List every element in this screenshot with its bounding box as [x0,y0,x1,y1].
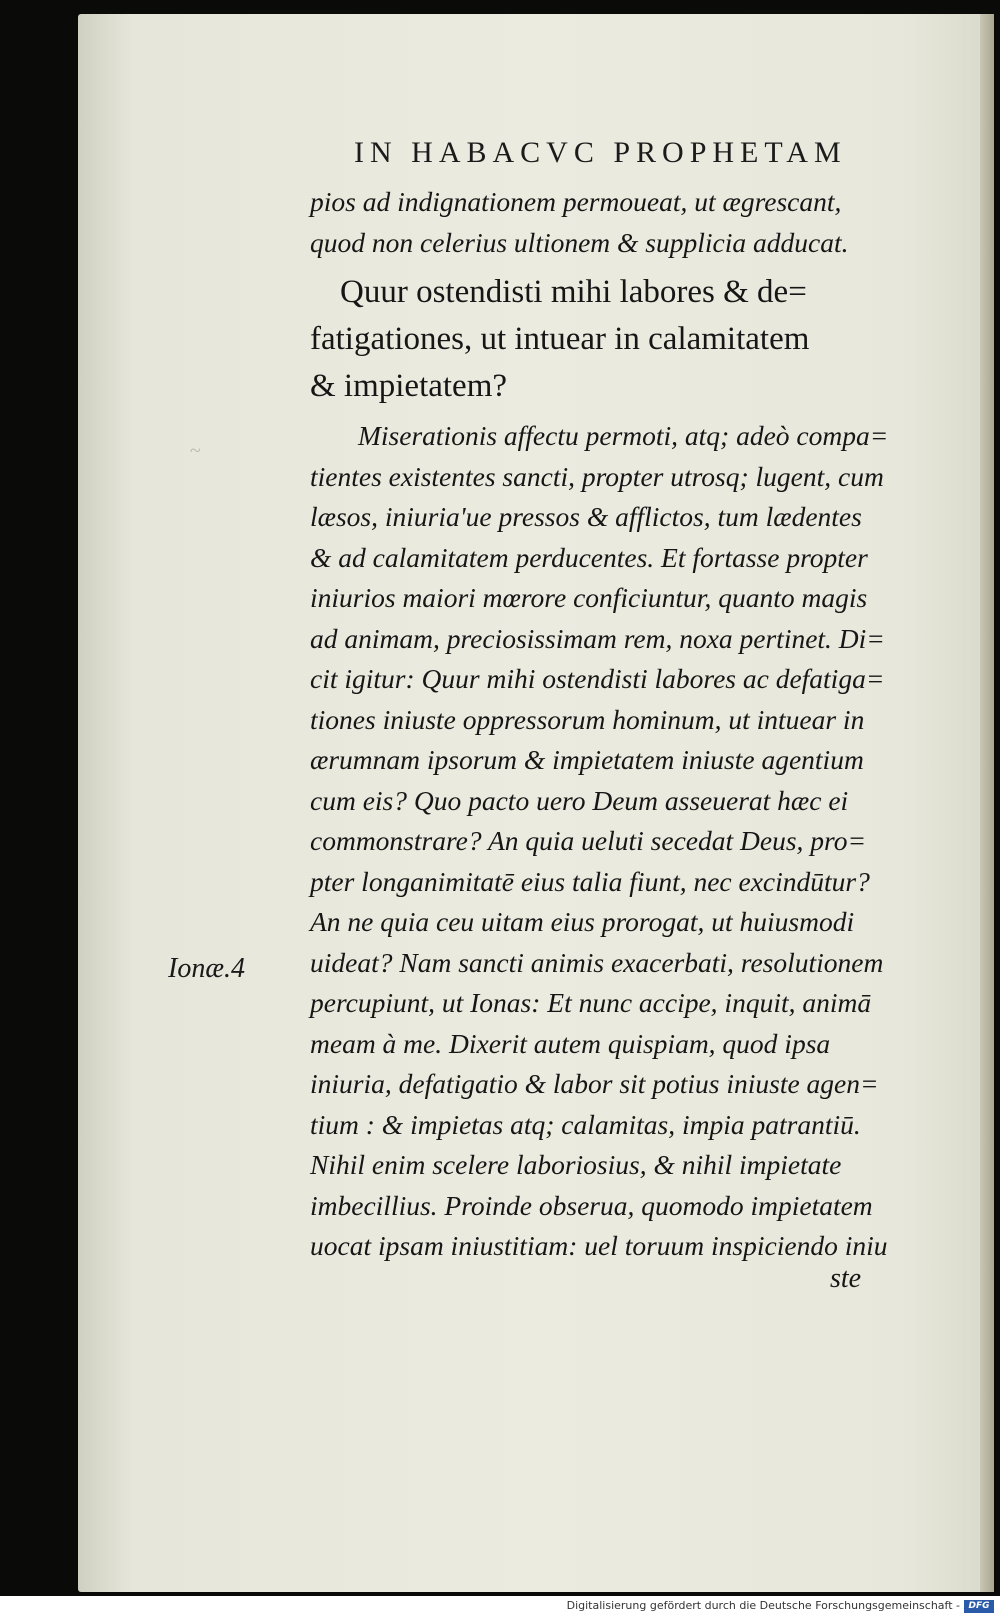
text-line: Miserationis affectu permoti, atq; adeò compa= [358,420,889,451]
catchword: ste [830,1263,862,1294]
text-line: tiones iniuste oppressorum hominum, ut intuear in [310,703,865,735]
text-line: pios ad indignationem permoueat, ut ægrescant, [310,186,842,217]
text-line: Quur ostendisti mihi labores & de= [340,274,807,310]
text-line: iniuria, defatigatio & labor sit potius iniuste agen= [310,1068,879,1099]
footer-bar [0,1596,1000,1618]
text-line: fatigationes, ut intuear in calamitatem [310,321,810,357]
text-line: percupiunt, ut Ionas: Et nunc accipe, inquit, animā [310,987,872,1018]
margin-note: Ionæ.4 [168,953,245,984]
text-line: ærumnam ipsorum & impietatem iniuste agentium [310,744,864,775]
text-line: pter longanimitatē eius talia fiunt, nec excindūtur? [310,865,870,897]
text-line: tientes existentes sancti, propter utrosq; lugent, cum [310,460,884,492]
text-line: iniurios maiori mœrore conficiuntur, quanto magis [310,582,868,613]
text-block [310,182,910,1267]
text-line: Nihil enim scelere laboriosius, & nihil impietate [310,1149,842,1180]
text-line: ad animam, preciosissimam rem, noxa pertinet. Di= [310,622,885,654]
text-line: cum eis? Quo pacto uero Deum asseuerat hæc ei [310,784,849,816]
bleed-through-text: ~ [190,440,201,462]
text-line: imbecillius. Proinde obserua, quomodo impietatem [310,1189,873,1221]
text-line: tium : & impietas atq; calamitas, impia patrantiū. [310,1108,861,1140]
text-line: & impietatem? [310,368,508,404]
text-line: An ne quia ceu uitam eius prorogat, ut huiusmodi [310,906,855,937]
text-line: uideat? Nam sancti animis exacerbati, resolutionem [310,946,884,978]
text-line: & ad calamitatem perducentes. Et fortasse propter [310,541,868,573]
text-line: cit igitur: Quur mihi ostendisti labores ac defatiga= [310,663,885,694]
footer-credit: Digitalisierung gefördert durch die Deutsche Forschungsgemeinschaft - [566,1599,960,1612]
dfg-logo: DFG [964,1600,994,1613]
text-line: quod non celerius ultionem & supplicia adducat. [310,226,849,258]
text-line: uocat ipsam iniustitiam: uel toruum inspiciendo iniu [310,1230,888,1261]
running-head: IN HABACVC PROPHETAM [354,136,847,169]
adjacent-page-edge [980,14,994,1592]
text-line: meam à me. Dixerit autem quispiam, quod ipsa [310,1027,831,1059]
text-line: commonstrare? An quia ueluti secedat Deus, pro= [310,825,867,856]
text-line: læsos, iniuria'ue pressos & afflictos, tum lædentes [310,501,862,532]
